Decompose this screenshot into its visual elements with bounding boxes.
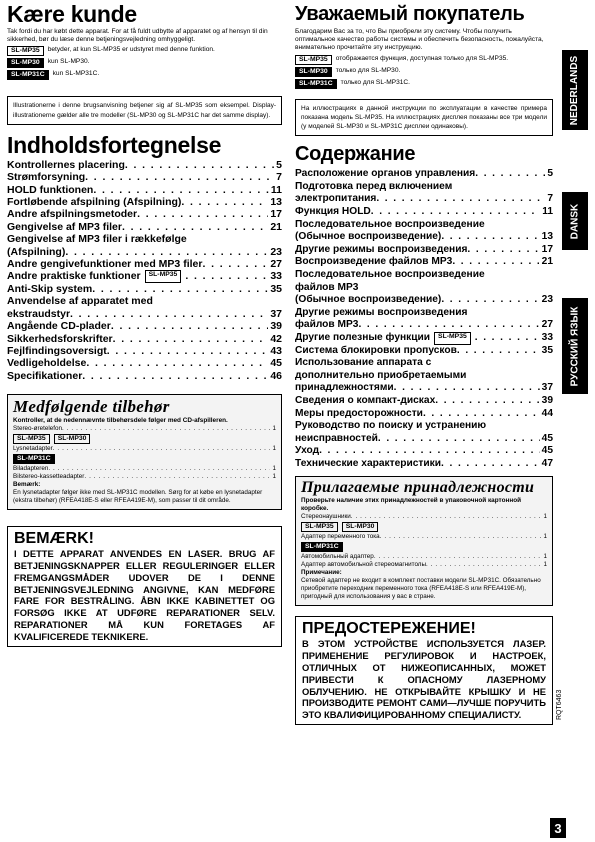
illustration-note: Illustrationerne i denne brugsanvisning betjener sig af SL-MP35 som eksempel. Display-illustrationerne gælder alle tre modeller (SL-MP30 og SL-MP31C har det samme display). xyxy=(7,96,282,124)
toc-item-title: (Обычное воспроизведение) xyxy=(295,231,442,243)
toc-item xyxy=(7,357,282,369)
page-title-ru: Уважаемый покупатель xyxy=(295,3,525,25)
toc-item xyxy=(295,193,553,206)
toc-dot-leader xyxy=(70,308,268,320)
toc-page-number: 33 xyxy=(541,331,553,343)
toc-item xyxy=(295,420,553,433)
toc-item xyxy=(295,408,553,421)
toc-title-ru: Содержание xyxy=(295,143,416,166)
model-legend-row xyxy=(295,55,553,65)
accessory-item xyxy=(301,533,547,541)
toc-item-title: Уход xyxy=(295,445,320,457)
toc-item xyxy=(295,282,553,295)
toc-item xyxy=(7,283,282,295)
accessory-dot-leader xyxy=(374,553,542,561)
toc-dot-leader xyxy=(181,196,268,208)
intro-text: Tak fordi du har købt dette apparat. For at få fuldt udbytte af apparatet og af hensyn til din sikkerhed, bør du læse denne betjeningsvejledning omhyggeligt. xyxy=(7,28,268,44)
toc-page-number: 35 xyxy=(541,344,553,356)
toc-dot-leader xyxy=(358,319,539,332)
toc-item xyxy=(295,181,553,194)
model-legend-ru xyxy=(295,55,553,89)
toc-item xyxy=(7,208,282,220)
toc-item-title: Strømforsyning xyxy=(7,171,86,184)
toc-dot-leader xyxy=(93,184,269,196)
toc-page-number: 23 xyxy=(270,245,282,258)
toc-item-title: файлов MP3 xyxy=(295,281,359,293)
toc-item-title: HOLD funktionen xyxy=(7,183,94,196)
toc-dot-leader xyxy=(122,221,268,233)
model-description: betyder, at kun SL-MP35 er udstyret med denne funktion. xyxy=(47,46,215,54)
toc-item-title: Vedligeholdelse xyxy=(7,357,87,370)
toc-item-title: Система блокировки пропусков xyxy=(295,344,457,356)
toc-item-title: Specifikationer xyxy=(7,369,83,382)
toc-item-title: Kontrollernes placering xyxy=(7,158,125,171)
toc-page-number: 39 xyxy=(541,394,553,406)
remark-label: Примечание: xyxy=(301,569,342,577)
toc-item xyxy=(295,332,553,345)
table-of-contents-ru xyxy=(295,168,553,470)
model-tag: SL-MP35 xyxy=(13,434,50,444)
accessory-model-tags xyxy=(301,542,547,552)
toc-item xyxy=(7,171,282,183)
toc-item xyxy=(295,294,553,307)
model-tag: SL-MP35 xyxy=(7,46,44,56)
toc-page-number: 7 xyxy=(547,193,553,205)
toc-page-number: 46 xyxy=(270,369,282,382)
toc-dot-leader xyxy=(457,345,540,358)
model-description: только для SL-MP30. xyxy=(335,66,401,74)
toc-item-title: дополнительно приобретаемыми xyxy=(295,369,467,381)
page-number: 3 xyxy=(550,818,566,838)
danish-column xyxy=(7,0,282,647)
accessory-item xyxy=(13,425,276,433)
toc-dot-leader xyxy=(113,333,269,345)
accessory-name: Bilstereo-kassetteadapter xyxy=(13,473,85,481)
toc-page-number: 45 xyxy=(270,357,282,370)
accessory-item xyxy=(13,473,276,481)
toc-page-number: 17 xyxy=(541,243,553,255)
toc-item xyxy=(7,196,282,208)
toc-page-number: 42 xyxy=(270,332,282,345)
toc-item xyxy=(295,256,553,269)
toc-item-title: Воспроизведение файлов MP3 xyxy=(295,256,453,268)
toc-item xyxy=(7,246,282,258)
language-tab-nederlands[interactable]: NEDERLANDS xyxy=(562,50,588,130)
toc-item-title: Gengivelse af MP3 filer i rækkefølge xyxy=(7,233,187,246)
model-tag: SL-MP35 xyxy=(434,332,471,345)
toc-page-number: 45 xyxy=(541,432,553,444)
toc-item-title: Подготовка перед включением xyxy=(295,180,453,192)
accessories-subtitle: Проверьте наличие этих принадлежностей в упаковочной картонной коробке. xyxy=(301,497,522,513)
model-tag: SL-MP35 xyxy=(295,55,332,65)
toc-item xyxy=(295,458,553,471)
toc-item-title: Andre gengivefunktioner med MP3 filer xyxy=(7,258,203,271)
toc-dot-leader xyxy=(185,270,268,282)
model-description: только для SL-MP31C. xyxy=(340,78,411,86)
toc-page-number: 11 xyxy=(542,206,553,217)
toc-page-number: 7 xyxy=(276,171,282,184)
accessories-box xyxy=(7,394,282,510)
toc-item xyxy=(295,382,553,395)
toc-page-number: 37 xyxy=(541,382,553,394)
toc-page-number: 33 xyxy=(270,270,282,283)
model-tag: SL-MP31C xyxy=(13,454,55,464)
accessory-quantity: 1 xyxy=(543,513,547,521)
toc-dot-leader xyxy=(125,159,274,171)
toc-page-number: 39 xyxy=(270,320,282,333)
page-title: Kære kunde xyxy=(7,1,137,27)
toc-page-number: 13 xyxy=(541,231,553,243)
toc-item xyxy=(295,445,553,458)
model-tag: SL-MP30 xyxy=(7,58,44,68)
toc-page-number: 13 xyxy=(270,196,282,209)
accessory-dot-leader xyxy=(48,465,270,473)
accessory-name: Biladapteren xyxy=(13,465,49,473)
remark-text: En lysnetadapter følger ikke med SL-MP31C modellen. Sørg for at købe en lysnetadapter (ekstra tilbehør) (RFEA418E-S eller RFEA419E-M), som passer til dit område. xyxy=(13,489,263,505)
warning-text-ru: В ЭТОМ УСТРОЙСТВЕ ИСПОЛЬЗУЕТСЯ ЛАЗЕР. ПРИМЕНЕНИЕ РЕГУЛИРОВОК И НАСТРОЕК, ОТЛИЧНЫХ ОТ НИЖЕОПИСАННЫХ, МОЖЕТ ПРИВЕСТИ К ОПАСНОМУ ЛАЗЕРНОМУ ОБЛУЧЕНИЮ. НЕ ОТКРЫВАЙТЕ КРЫШКУ И НЕ ПРОИЗВОДИТЕ РЕМОНТ САМИ—ЛУЧШЕ ПОРУЧИТЬ ЭТО КВАЛИФИЦИРОВАННОМУ СПЕЦИАЛИСТУ. xyxy=(302,638,546,721)
toc-page-number: 47 xyxy=(541,457,553,469)
warning-title: BEMÆRK! xyxy=(14,530,94,548)
toc-item-title: Другие режимы воспроизведения xyxy=(295,243,468,255)
toc-item-title: Fejlfindingsoversigt xyxy=(7,344,107,357)
toc-item xyxy=(295,219,553,232)
toc-item-title: Другие режимы воспроизведения xyxy=(295,306,468,318)
model-legend-row xyxy=(7,58,282,68)
toc-page-number: 17 xyxy=(270,208,282,221)
accessory-quantity: 1 xyxy=(543,553,547,561)
toc-item xyxy=(295,231,553,244)
model-tag: SL-MP31C xyxy=(7,70,49,80)
accessory-name: Стереонаушники xyxy=(301,513,351,521)
toc-dot-leader xyxy=(65,246,268,258)
model-legend-row xyxy=(7,46,282,56)
toc-item-title: принадлежностями xyxy=(295,382,394,394)
toc-item-title: Последовательное воспроизведение xyxy=(295,268,485,280)
accessory-model-tags xyxy=(13,454,276,464)
toc-item-title: Другие полезные функции xyxy=(295,331,431,343)
toc-item-title: Сведения о компакт-дисках xyxy=(295,394,436,406)
toc-page-number: 45 xyxy=(541,445,553,457)
toc-item-title: Andre afspilningsmetoder xyxy=(7,208,138,221)
toc-item-title: Fortløbende afspilning (Afspilning) xyxy=(7,196,182,209)
toc-dot-leader xyxy=(475,168,545,181)
accessory-quantity: 1 xyxy=(543,533,547,541)
warning-box xyxy=(7,526,282,646)
toc-item xyxy=(295,307,553,320)
toc-item-title: Gengivelse af MP3 filer xyxy=(7,220,122,233)
toc-item xyxy=(7,295,282,307)
toc-item-title: неисправностей xyxy=(295,432,378,444)
toc-title: Indholdsfortegnelse xyxy=(7,131,222,158)
toc-dot-leader xyxy=(137,208,268,220)
accessory-dot-leader xyxy=(53,445,271,453)
toc-dot-leader xyxy=(394,382,540,395)
language-tab-russian[interactable]: РУССКИЙ ЯЗЫК xyxy=(562,298,588,394)
accessory-quantity: 1 xyxy=(272,425,276,433)
toc-dot-leader xyxy=(467,244,539,257)
toc-dot-leader xyxy=(111,320,268,332)
toc-item-title: Sikkerhedsforskrifter xyxy=(7,332,113,345)
toc-item xyxy=(7,258,282,270)
toc-item-title: Руководство по поиску и устранению xyxy=(295,420,487,432)
toc-item xyxy=(295,345,553,358)
toc-page-number: 27 xyxy=(541,319,553,331)
accessory-quantity: 1 xyxy=(272,445,276,453)
toc-item-title: Технические характеристики xyxy=(295,457,442,469)
toc-page-number: 43 xyxy=(270,344,282,357)
model-tag: SL-MP31C xyxy=(301,542,343,552)
accessory-dot-leader xyxy=(62,425,270,433)
model-description: kun SL-MP31C. xyxy=(52,70,100,78)
model-tag: SL-MP35 xyxy=(145,270,182,282)
toc-item-title: (Обычное воспроизведение) xyxy=(295,294,442,306)
accessories-title: Прилагаемые принадлежности xyxy=(301,479,535,497)
toc-item-title: Andre praktiske funktioner xyxy=(7,270,141,283)
toc-item xyxy=(295,433,553,446)
toc-item-title: Функция HOLD xyxy=(295,206,371,217)
model-tag: SL-MP31C xyxy=(295,79,337,89)
toc-dot-leader xyxy=(202,258,268,270)
toc-item xyxy=(7,159,282,171)
language-tab-dansk[interactable]: DANSK xyxy=(562,192,588,250)
model-legend xyxy=(7,46,282,80)
accessory-dot-leader xyxy=(380,533,542,541)
model-tag: SL-MP30 xyxy=(54,434,91,444)
toc-item-title: Расположение органов управления xyxy=(295,168,476,180)
toc-page-number: 5 xyxy=(547,168,553,180)
toc-item-title: ekstraudstyr xyxy=(7,307,71,320)
accessories-title: Medfølgende tilbehør xyxy=(13,397,170,417)
toc-item xyxy=(295,206,553,219)
accessory-name: Адаптер переменного тока xyxy=(301,533,380,541)
toc-dot-leader xyxy=(441,231,539,244)
toc-item-title: Меры предосторожности xyxy=(295,407,423,419)
model-legend-row xyxy=(295,67,553,77)
warning-text: I DETTE APPARAT ANVENDES EN LASER. BRUG AF BETJENINGSKNAPPER ELLER REGULERINGER ELLER FREMGANGSMÅDER UDOVER DE I DENNE BETJENINGSVEJLEDNING ANGIVNE, KAN MEDFØRE FARE FOR BESTRÅLING. ÅBN IKKE KABINETTET OG FORSØG IKKE AT UDFØRE REPARATIONER SELV. REPARATIONER MÅ KUN FORETAGES AF KVALIFICEREDE TEKNIKERE. xyxy=(14,548,275,642)
accessory-dot-leader xyxy=(84,473,270,481)
toc-page-number: 21 xyxy=(541,256,553,268)
toc-item-title: (Afspilning) xyxy=(7,245,66,258)
toc-dot-leader xyxy=(435,395,539,408)
toc-item xyxy=(7,345,282,357)
accessory-item xyxy=(301,513,547,521)
toc-item-title: Angående CD-plader xyxy=(7,320,111,333)
toc-dot-leader xyxy=(82,370,268,382)
toc-item xyxy=(7,233,282,245)
toc-item xyxy=(7,270,282,282)
toc-dot-leader xyxy=(319,445,540,458)
model-description: kun SL-MP30. xyxy=(47,58,90,66)
toc-item xyxy=(7,333,282,345)
toc-dot-leader xyxy=(85,171,274,183)
toc-item xyxy=(295,244,553,257)
toc-item-title: Использование аппарата с xyxy=(295,357,432,369)
model-description: отображается функция, доступная только для SL-MP35. xyxy=(335,54,509,62)
toc-dot-leader xyxy=(376,193,545,206)
accessory-dot-leader xyxy=(426,561,541,569)
document-code: RQT6463 xyxy=(556,689,563,720)
toc-page-number: 27 xyxy=(270,258,282,271)
toc-page-number: 44 xyxy=(541,407,553,419)
toc-page-number: 35 xyxy=(270,282,282,295)
toc-item xyxy=(295,370,553,383)
warning-title-ru: ПРЕДОСТЕРЕЖЕНИЕ! xyxy=(302,620,476,638)
toc-page-number: 37 xyxy=(270,307,282,320)
accessory-quantity: 1 xyxy=(272,473,276,481)
toc-page-number: 21 xyxy=(270,220,282,233)
toc-dot-leader xyxy=(371,206,540,219)
toc-page-number: 11 xyxy=(270,183,282,196)
toc-dot-leader xyxy=(92,283,268,295)
accessory-name: Автомобильный адаптер xyxy=(301,553,374,561)
accessories-subtitle: Kontroller, at de nedennævnte tilbehørsdele følger med CD-afspilleren. xyxy=(13,417,228,425)
toc-item-title: файлов MP3 xyxy=(295,319,359,331)
accessory-name: Адаптер автомобильной стереомагнитолы xyxy=(301,561,427,569)
accessory-item xyxy=(301,553,547,561)
accessory-item xyxy=(301,561,547,569)
toc-page-number: 5 xyxy=(276,158,282,171)
toc-dot-leader xyxy=(441,458,540,471)
toc-dot-leader xyxy=(423,408,540,421)
toc-item-title: Anti-Skip system xyxy=(7,282,93,295)
accessory-item xyxy=(13,445,276,453)
remark-label: Bemærk: xyxy=(13,481,41,489)
toc-item xyxy=(7,308,282,320)
model-tag: SL-MP35 xyxy=(301,522,338,532)
toc-item xyxy=(7,370,282,382)
accessory-name: Stereo-øretelefon xyxy=(13,425,63,433)
toc-item-title: Anvendelse af apparatet med xyxy=(7,295,153,308)
intro-text-ru: Благодарим Вас за то, что Вы приобрели эту систему. Чтобы получить оптимальное качество работы системы и обеспечить безопасность, пожалуйста, внимательно прочитайте эту инструкцию. xyxy=(295,28,544,52)
toc-item xyxy=(295,319,553,332)
toc-dot-leader xyxy=(441,294,539,307)
illustration-note-ru: На иллюстрациях в данной инструкции по эксплуатации в качестве примера показана модель SL-MP35. На иллюстрациях дисплея показаны все три модели (у моделей SL-MP30 и SL-MP31C дисплеи одинаковы). xyxy=(295,99,553,137)
toc-item xyxy=(295,395,553,408)
russian-column xyxy=(295,0,553,725)
accessory-dot-leader xyxy=(351,513,542,521)
accessory-item xyxy=(13,465,276,473)
toc-item-title: Последовательное воспроизведение xyxy=(295,218,485,230)
toc-dot-leader xyxy=(378,433,540,446)
toc-dot-leader xyxy=(86,357,268,369)
toc-item xyxy=(7,221,282,233)
table-of-contents xyxy=(7,159,282,382)
toc-item-title: электропитания xyxy=(295,193,377,205)
accessory-model-tags xyxy=(301,522,547,532)
remark-text: Сетевой адаптер не входит в комплект поставки модели SL-MP31C. Обязательно приобретите переходник переменного тока (RFEA418E-S или RFEA419E-M), пригодный для использования у вас в стране. xyxy=(301,577,541,601)
toc-dot-leader xyxy=(475,332,540,345)
model-legend-row xyxy=(295,79,553,89)
model-legend-row xyxy=(7,70,282,80)
toc-item xyxy=(7,320,282,332)
accessory-model-tags xyxy=(13,434,276,444)
warning-box-ru xyxy=(295,616,553,725)
toc-item xyxy=(295,269,553,282)
toc-item xyxy=(295,168,553,181)
toc-page-number: 23 xyxy=(541,294,553,306)
toc-item xyxy=(7,184,282,196)
toc-item xyxy=(295,357,553,370)
toc-dot-leader xyxy=(107,345,269,357)
toc-dot-leader xyxy=(452,256,539,269)
accessory-name: Lysnetadapter xyxy=(13,445,53,453)
model-tag: SL-MP30 xyxy=(295,67,332,77)
accessories-box-ru xyxy=(295,476,553,606)
accessory-quantity: 1 xyxy=(272,465,276,473)
model-tag: SL-MP30 xyxy=(342,522,379,532)
accessory-quantity: 1 xyxy=(543,561,547,569)
